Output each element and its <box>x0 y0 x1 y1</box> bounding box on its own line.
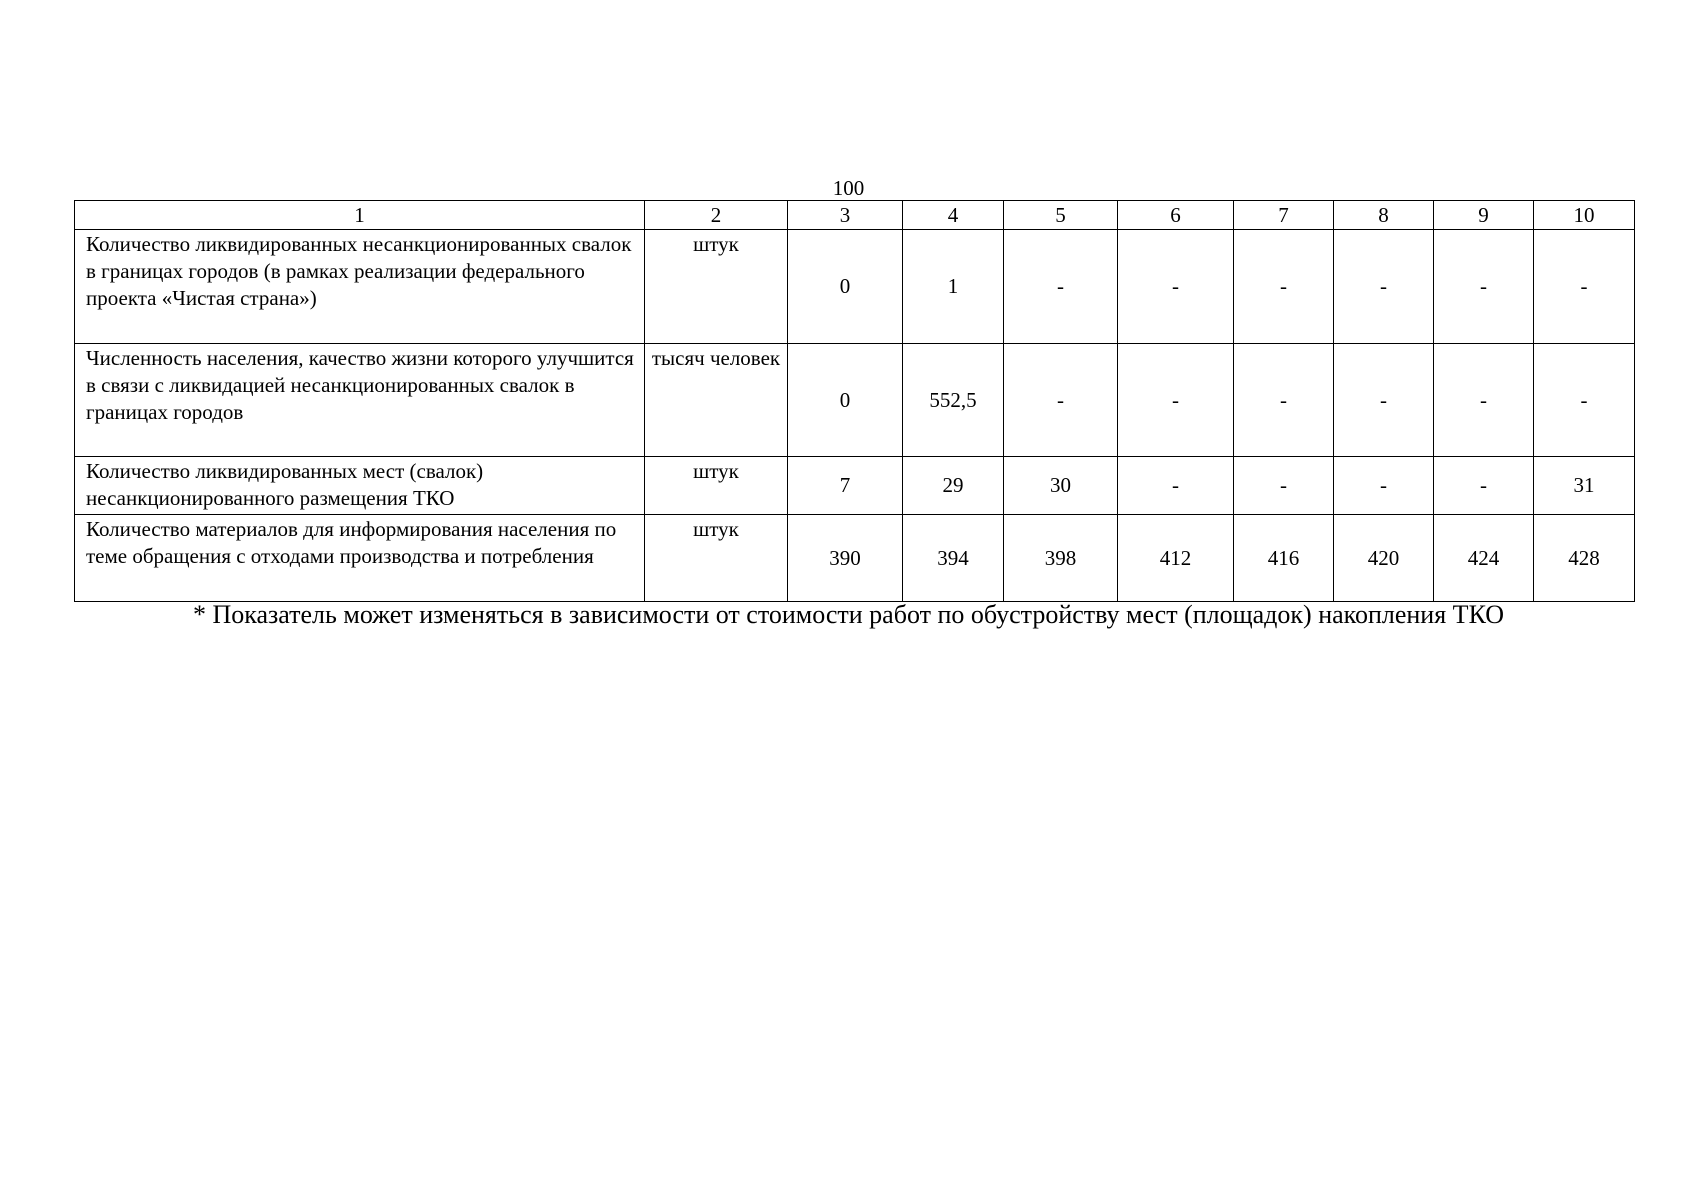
indicator-value: 0 <box>788 230 903 344</box>
column-number-header: 8 <box>1334 201 1434 230</box>
indicator-value: - <box>1434 230 1534 344</box>
indicator-value: - <box>1334 344 1434 457</box>
indicator-unit: штук <box>645 457 788 515</box>
table-header-row <box>75 201 1635 230</box>
column-number-header: 10 <box>1534 201 1635 230</box>
indicator-value: - <box>1534 230 1635 344</box>
column-number-header: 3 <box>788 201 903 230</box>
indicator-value: - <box>1118 344 1234 457</box>
indicator-value: - <box>1004 230 1118 344</box>
indicator-value: 30 <box>1004 457 1118 515</box>
indicator-value: 428 <box>1534 515 1635 602</box>
table-row <box>75 457 1635 515</box>
indicator-value: 394 <box>903 515 1004 602</box>
indicator-value: 29 <box>903 457 1004 515</box>
indicator-value: 398 <box>1004 515 1118 602</box>
column-number-header: 5 <box>1004 201 1118 230</box>
indicator-unit: штук <box>645 515 788 602</box>
column-number-header: 6 <box>1118 201 1234 230</box>
indicator-value: 390 <box>788 515 903 602</box>
indicator-value: - <box>1234 230 1334 344</box>
indicator-value: - <box>1118 230 1234 344</box>
page-number: 100 <box>832 176 865 200</box>
indicator-name: Количество ликвидированных мест (свалок) несанкционированного размещения ТКО <box>75 457 645 515</box>
indicator-value: - <box>1004 344 1118 457</box>
indicator-value: - <box>1118 457 1234 515</box>
indicator-value: - <box>1434 344 1534 457</box>
footnote: * Показатель может изменяться в зависимости от стоимости работ по обустройству мест (площадок) накопления ТКО <box>192 600 1505 629</box>
indicator-value: - <box>1434 457 1534 515</box>
indicator-value: 7 <box>788 457 903 515</box>
indicator-name: Количество ликвидированных несанкционированных свалок в границах городов (в рамках реализации федерального проекта «Чистая страна») <box>75 230 645 344</box>
table-row <box>75 344 1635 457</box>
indicator-value: 416 <box>1234 515 1334 602</box>
table-row <box>75 230 1635 344</box>
indicator-value: - <box>1334 457 1434 515</box>
indicator-value: 412 <box>1118 515 1234 602</box>
indicator-value: 552,5 <box>903 344 1004 457</box>
column-number-header: 4 <box>903 201 1004 230</box>
column-number-header: 2 <box>645 201 788 230</box>
indicator-unit: тысяч человек <box>645 344 788 457</box>
column-number-header: 1 <box>75 201 645 230</box>
indicator-value: - <box>1234 457 1334 515</box>
indicator-value: 424 <box>1434 515 1534 602</box>
indicator-value: - <box>1534 344 1635 457</box>
column-number-header: 9 <box>1434 201 1534 230</box>
indicator-value: 420 <box>1334 515 1434 602</box>
table-row <box>75 515 1635 602</box>
indicators-table <box>74 200 1635 602</box>
indicator-value: - <box>1334 230 1434 344</box>
indicator-value: 1 <box>903 230 1004 344</box>
indicator-unit: штук <box>645 230 788 344</box>
indicator-value: - <box>1234 344 1334 457</box>
indicator-name: Численность населения, качество жизни которого улучшится в связи с ликвидацией несанкционированных свалок в границах городов <box>75 344 645 457</box>
indicator-value: 31 <box>1534 457 1635 515</box>
column-number-header: 7 <box>1234 201 1334 230</box>
indicator-name: Количество материалов для информирования населения по теме обращения с отходами производства и потребления <box>75 515 645 602</box>
indicator-value: 0 <box>788 344 903 457</box>
